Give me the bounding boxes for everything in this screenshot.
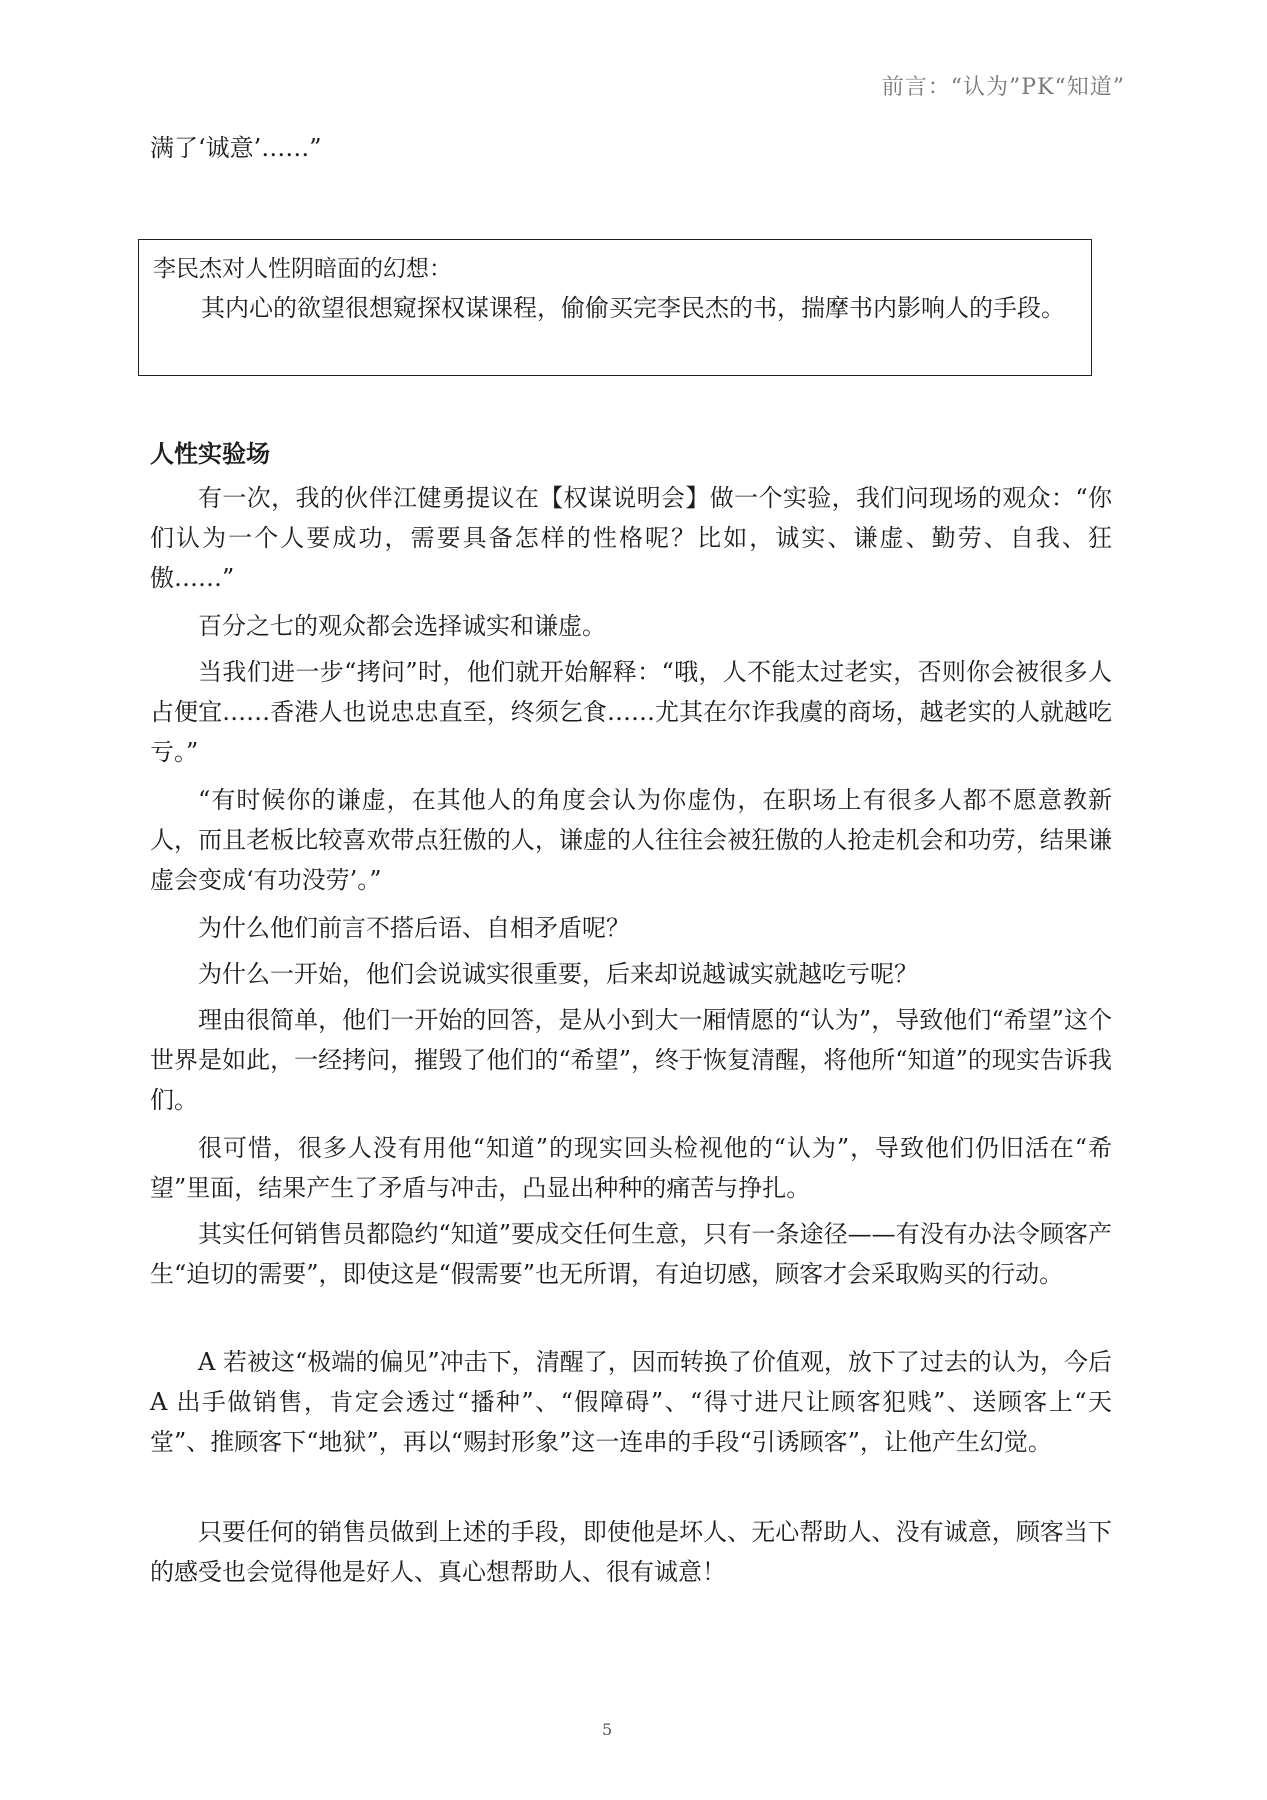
fantasy-box — [138, 239, 1092, 376]
paragraph: 当我们进一步“拷问”时，他们就开始解释：“哦，人不能太过老实，否则你会被很多人占便宜……香港人也说忠忠直至，终须乞食……尤其在尔诈我虞的商场，越老实的人就越吃亏。” — [150, 658, 1112, 766]
scan-artifact — [500, 118, 660, 128]
paragraph: A 若被这“极端的偏见”冲击下，清醒了，因而转换了价值观，放下了过去的认为，今后 A 出手做销售，肯定会透过“播种”、“假障碍”、“得寸进尺让顾客犯贱”、送顾客上“天堂”、推顾客下“地狱”，再以“赐封形象”这一连串的手段“引诱顾客”，让他产生幻觉。 — [150, 1348, 1112, 1456]
paragraph: “有时候你的谦虚，在其他人的角度会认为你虚伪，在职场上有很多人都不愿意教新人，而且老板比较喜欢带点狂傲的人，谦虚的人往往会被狂傲的人抢走机会和功劳，结果谦虚会变成‘有功没劳’。” — [150, 786, 1112, 894]
running-header: 前言：“认为”PK“知道” — [881, 75, 1125, 100]
section-title: 人性实验场 — [150, 440, 270, 468]
paragraph: 百分之七的观众都会选择诚实和谦虚。 — [198, 612, 606, 640]
paragraph: 为什么一开始，他们会说诚实很重要，后来却说越诚实就越吃亏呢？ — [198, 960, 918, 988]
opening-line: 满了‘诚意’……” — [150, 134, 322, 162]
paragraph: 很可惜，很多人没有用他“知道”的现实回头检视他的“认为”，导致他们仍旧活在“希望”里面，结果产生了矛盾与冲击，凸显出种种的痛苦与挣扎。 — [150, 1134, 1112, 1202]
page-number: 5 — [602, 1720, 613, 1739]
paragraph: 其实任何销售员都隐约“知道”要成交任何生意，只有一条途径——有没有办法令顾客产生“迫切的需要”，即使这是“假需要”也无所谓，有迫切感，顾客才会采取购买的行动。 — [150, 1220, 1112, 1288]
paragraph: 只要任何的销售员做到上述的手段，即使他是坏人、无心帮助人、没有诚意，顾客当下的感受也会觉得他是好人、真心想帮助人、很有诚意！ — [150, 1518, 1112, 1586]
fantasy-box-body: 其内心的欲望很想窥探权谋课程，偷偷买完李民杰的书，揣摩书内影响人的手段。 — [201, 294, 1065, 322]
fantasy-box-title: 李民杰对人性阴暗面的幻想： — [153, 256, 452, 282]
paragraph: 有一次，我的伙伴江健勇提议在【权谋说明会】做一个实验，我们问现场的观众：“你们认为一个人要成功，需要具备怎样的性格呢？比如，诚实、谦虚、勤劳、自我、狂傲……” — [150, 484, 1112, 592]
paragraph: 为什么他们前言不搭后语、自相矛盾呢？ — [198, 914, 630, 942]
paragraph: 理由很简单，他们一开始的回答，是从小到大一厢情愿的“认为”，导致他们“希望”这个世界是如此，一经拷问，摧毁了他们的“希望”，终于恢复清醒，将他所“知道”的现实告诉我们。 — [150, 1006, 1112, 1114]
